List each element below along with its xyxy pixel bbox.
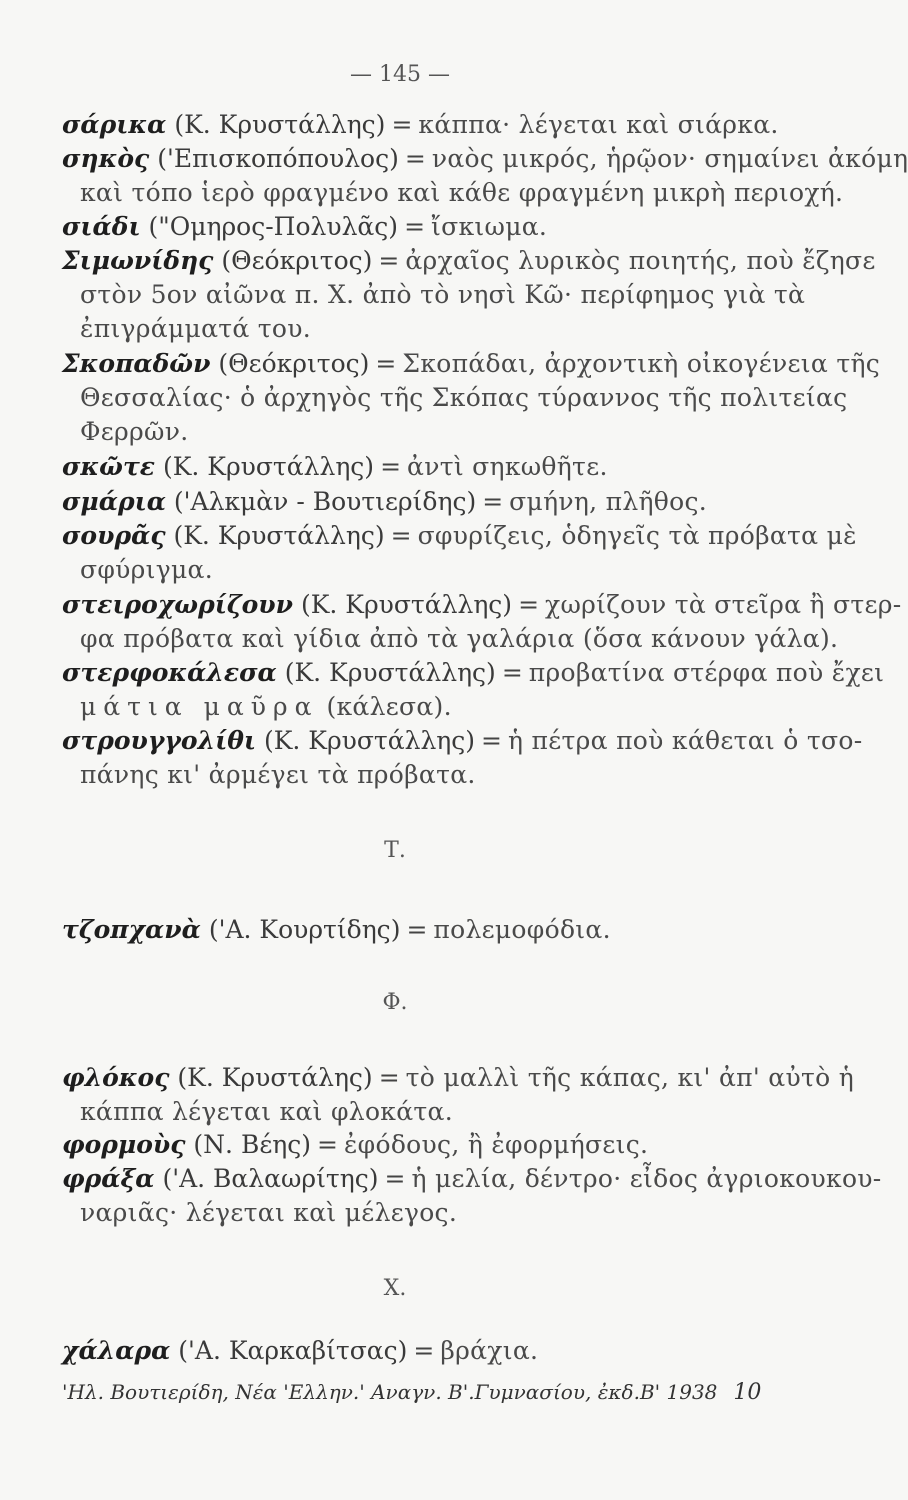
glossary-entry bbox=[0, 588, 902, 656]
entry-definition-spaced: μάτια μαῦρα bbox=[80, 692, 319, 721]
entry-source: ('Α. Κουρτίδης) bbox=[208, 915, 401, 944]
entry-definition-continued: καὶ τόπο ἱερὸ φραγμένο καὶ κάθε φραγμένη μικρὴ περιοχή. bbox=[80, 178, 844, 207]
equals-sign: = bbox=[404, 212, 426, 241]
entry-definition: προβατίνα στέρφα ποὺ ἔχει bbox=[528, 658, 885, 687]
glossary-entry bbox=[0, 724, 862, 792]
glossary-entry bbox=[0, 1128, 862, 1162]
entry-source: (Κ. Κρυστάλλης) bbox=[300, 590, 513, 619]
entry-definition-continued: Φερρῶν. bbox=[80, 417, 189, 446]
equals-sign: = bbox=[481, 726, 502, 755]
entry-definition: ἡ μελία, δέντρο· εἶδος ἀγριοκουκου- bbox=[411, 1164, 882, 1193]
entry-term: φορμοὺς bbox=[62, 1130, 186, 1159]
entry-definition-continued: κάππα λέγεται καὶ φλοκάτα. bbox=[80, 1097, 453, 1126]
entry-term: φλόκος bbox=[62, 1063, 170, 1092]
entry-definition-continued: ἐπιγράμματά του. bbox=[80, 314, 312, 343]
glossary-entry bbox=[0, 450, 862, 484]
entry-term: σιάδι bbox=[62, 212, 141, 241]
glossary-entry bbox=[0, 142, 908, 210]
entry-term: Σκοπαδῶν bbox=[62, 349, 211, 378]
entry-definition: σφυρίζεις, ὁδηγεῖς τὰ πρόβατα μὲ bbox=[417, 521, 857, 550]
glossary-entry bbox=[0, 1162, 882, 1230]
entry-source: ('Α. Καρκαβίτσας) bbox=[178, 1336, 408, 1365]
glossary-entry bbox=[0, 210, 862, 244]
equals-sign: = bbox=[413, 1336, 435, 1365]
entry-definition-continued: στὸν 5ον αἰῶνα π. Χ. ἀπὸ τὸ νησὶ Κῶ· περίφημος γιὰ τὰ bbox=[80, 280, 806, 309]
equals-sign: = bbox=[482, 487, 504, 516]
entry-definition-continued: (κάλεσα). bbox=[326, 692, 452, 721]
equals-sign: = bbox=[391, 110, 413, 139]
entry-definition: ἴσκιωμα. bbox=[431, 212, 548, 241]
equals-sign: = bbox=[390, 521, 412, 550]
entry-term: στειροχωρίζουν bbox=[62, 590, 293, 619]
entry-source: (Κ. Κρυστάλλης) bbox=[284, 658, 496, 687]
entry-definition: ἐφόδους, ἢ ἐφορμήσεις. bbox=[343, 1130, 649, 1159]
glossary-entry bbox=[0, 485, 862, 519]
equals-sign: = bbox=[406, 915, 428, 944]
entry-source: (Θεόκριτος) bbox=[218, 349, 370, 378]
glossary-entry bbox=[0, 519, 862, 587]
entry-source: ("Ομηρος-Πολυλᾶς) bbox=[148, 212, 399, 241]
glossary-entry bbox=[0, 108, 862, 142]
glossary-entry bbox=[0, 656, 885, 724]
equals-sign: = bbox=[378, 246, 400, 275]
entry-definition: ἡ πέτρα ποὺ κάθεται ὁ τσο- bbox=[508, 726, 863, 755]
footer-signature bbox=[62, 1380, 761, 1405]
entry-source: ('Α. Βαλαωρίτης) bbox=[162, 1164, 379, 1193]
entry-source: (Κ. Κρυστάλλης) bbox=[263, 726, 476, 755]
entry-source: ('Αλκμὰν - Βουτιερίδης) bbox=[173, 487, 477, 516]
equals-sign: = bbox=[404, 144, 426, 173]
glossary-entry bbox=[0, 913, 862, 947]
equals-sign: = bbox=[518, 590, 540, 619]
entry-definition: σμήνη, πλῆθος. bbox=[509, 487, 708, 516]
entry-definition: τὸ μαλλὶ τῆς κάπας, κι' ἀπ' αὐτὸ ἡ bbox=[405, 1063, 854, 1092]
entry-definition-continued: φα πρόβατα καὶ γίδια ἀπὸ τὰ γαλάρια (ὅσα κάνουν γάλα). bbox=[80, 624, 839, 653]
equals-sign: = bbox=[317, 1130, 338, 1159]
entry-definition-continued: Θεσσαλίας· ὁ ἀρχηγὸς τῆς Σκόπας τύραννος τῆς πολιτείας bbox=[80, 383, 848, 412]
equals-sign: = bbox=[501, 658, 523, 687]
glossary-entry bbox=[0, 1061, 862, 1129]
entry-source: (Κ. Κρυστάλλης) bbox=[173, 521, 385, 550]
entry-term: τζοπχανὰ bbox=[62, 915, 201, 944]
entry-definition-continued: σφύριγμα. bbox=[80, 555, 213, 584]
glossary-entry bbox=[0, 1334, 862, 1368]
section-heading-t: Τ. bbox=[384, 838, 406, 863]
glossary-entry bbox=[0, 244, 876, 346]
entry-definition: Σκοπάδαι, ἀρχοντικὴ οἰκογένεια τῆς bbox=[402, 349, 881, 378]
section-heading-x: Χ. bbox=[383, 1276, 407, 1301]
footer-sheet-number: 10 bbox=[733, 1380, 762, 1405]
entry-term: σμάρια bbox=[62, 487, 166, 516]
entry-definition: ἀντὶ σηκωθῆτε. bbox=[407, 452, 608, 481]
entry-term: σηκὸς bbox=[62, 144, 150, 173]
entry-term: σουρᾶς bbox=[62, 521, 166, 550]
entry-term: σάρικα bbox=[62, 110, 167, 139]
entry-source: (Κ. Κρυστάλλης) bbox=[174, 110, 386, 139]
footer-text: 'Ηλ. Βουτιερίδη, Νέα 'Ελλην.' Αναγν. Β'.Γυμνασίου, ἐκδ.Β' 1938 bbox=[62, 1380, 718, 1404]
entry-source: ('Επισκοπόπουλος) bbox=[157, 144, 399, 173]
entry-term: Σιμωνίδης bbox=[62, 246, 214, 275]
entry-term: χάλαρα bbox=[62, 1336, 171, 1365]
entry-definition: χωρίζουν τὰ στεῖρα ἢ στερ- bbox=[545, 590, 902, 619]
equals-sign: = bbox=[380, 452, 402, 481]
entry-source: (Κ. Κρυστάλλης) bbox=[162, 452, 375, 481]
entry-term: φράξα bbox=[62, 1164, 155, 1193]
entry-term: σκῶτε bbox=[62, 452, 155, 481]
entry-source: (Ν. Βέης) bbox=[193, 1130, 311, 1159]
equals-sign: = bbox=[378, 1063, 400, 1092]
entry-definition-continued: πάνης κι' ἀρμέγει τὰ πρόβατα. bbox=[80, 760, 476, 789]
entry-source: (Θεόκριτος) bbox=[221, 246, 373, 275]
entry-definition: βράχια. bbox=[440, 1336, 539, 1365]
entry-definition: ἀρχαῖος λυρικὸς ποιητής, ποὺ ἔζησε bbox=[405, 246, 876, 275]
section-heading-f: Φ. bbox=[382, 990, 408, 1015]
entry-definition: ναὸς μικρός, ἡρῷον· σημαίνει ἀκόμη bbox=[431, 144, 908, 173]
equals-sign: = bbox=[384, 1164, 406, 1193]
entry-term: στρουγγολίθι bbox=[62, 726, 256, 755]
entry-term: στερφοκάλεσα bbox=[62, 658, 277, 687]
entry-definition-continued: ναριᾶς· λέγεται καὶ μέλεγος. bbox=[80, 1198, 458, 1227]
entry-definition: κάππα· λέγεται καὶ σιάρκα. bbox=[418, 110, 779, 139]
entry-definition: πολεμοφόδια. bbox=[433, 915, 611, 944]
page-number: — 145 — bbox=[350, 62, 450, 87]
entry-source: (Κ. Κρυστάλης) bbox=[177, 1063, 373, 1092]
equals-sign: = bbox=[375, 349, 397, 378]
glossary-entry bbox=[0, 347, 881, 449]
